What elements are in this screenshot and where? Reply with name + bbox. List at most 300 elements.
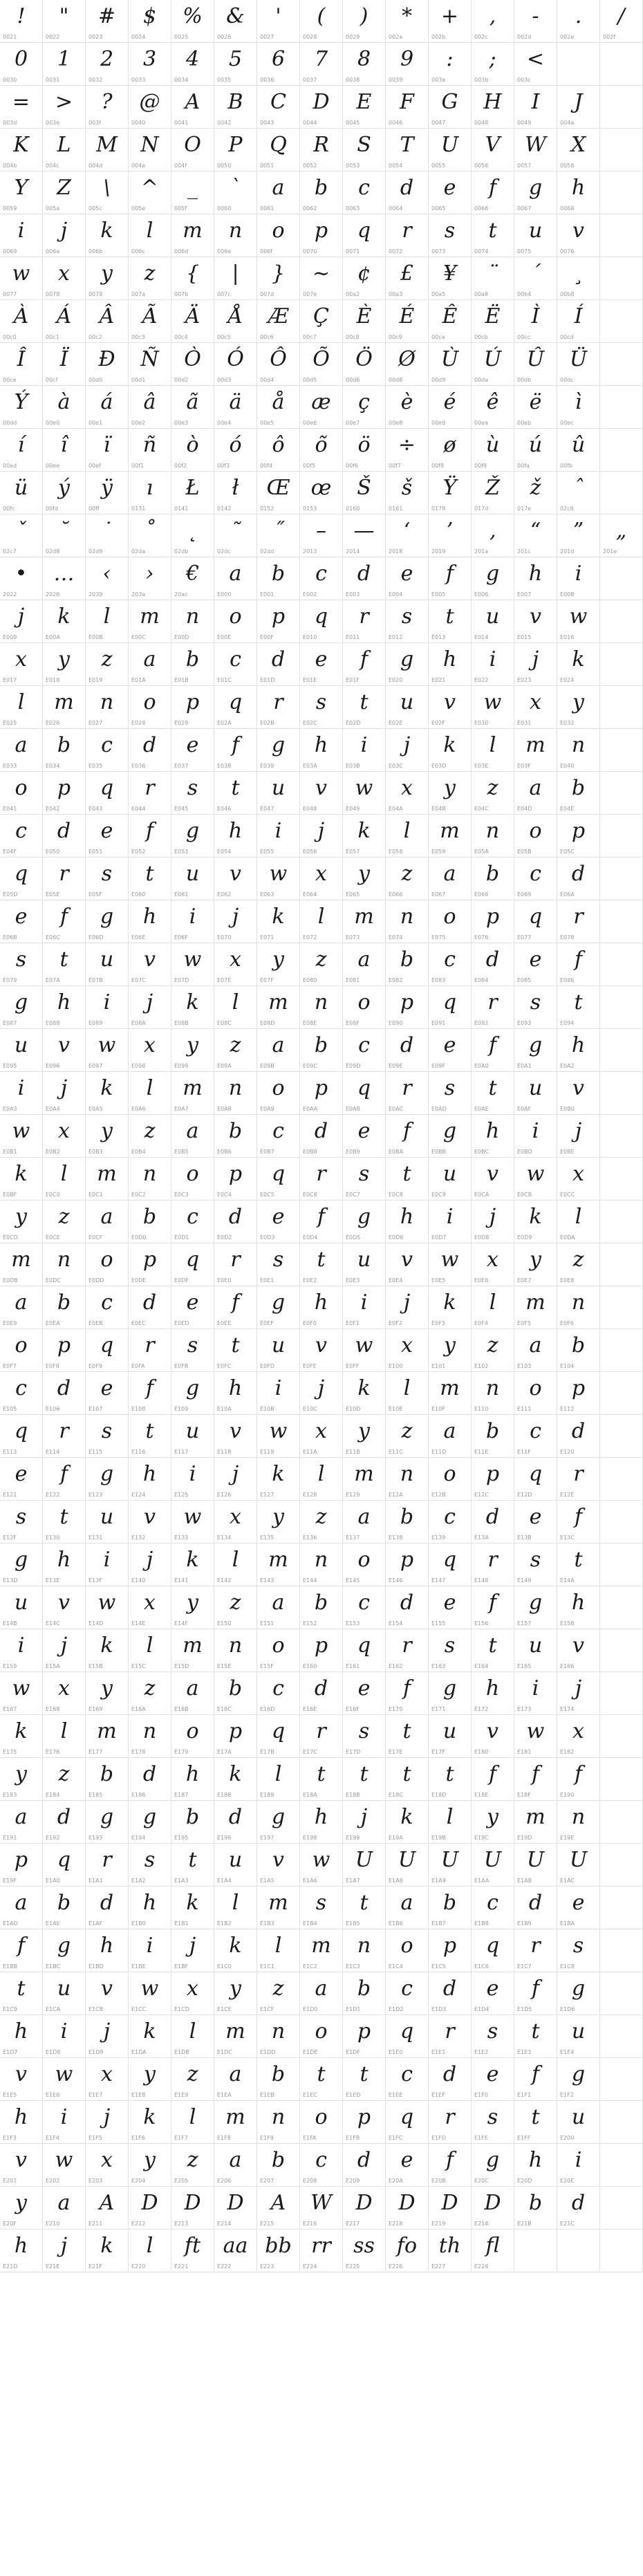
glyph-char: i [360, 1290, 368, 1315]
glyph-char: n [357, 1934, 371, 1958]
glyph-cell [600, 1501, 643, 1544]
glyph-code: E005 [431, 591, 446, 597]
glyph-char: a [229, 562, 242, 586]
glyph-code: 2019 [431, 548, 446, 555]
glyph-code: E151 [260, 1620, 274, 1627]
glyph-char: b [314, 1033, 328, 1057]
glyph-code: E0B3 [88, 1149, 103, 1155]
glyph-char: m [525, 1290, 546, 1315]
glyph-code: E1B3 [260, 1920, 274, 1927]
glyph-cell [429, 2144, 472, 2187]
glyph-cell [214, 1501, 257, 1544]
glyph-cell [557, 172, 600, 214]
glyph-code: E058 [389, 849, 403, 855]
glyph-cell [0, 1286, 43, 1329]
glyph-char: m [311, 1934, 331, 1958]
glyph-cell [43, 1372, 86, 1415]
glyph-cell [300, 2230, 343, 2272]
glyph-cell [472, 1758, 514, 1801]
glyph-code: E115 [88, 1449, 103, 1455]
glyph-char: d [400, 176, 414, 200]
glyph-code: E13F [88, 1577, 102, 1584]
glyph-code: E207 [260, 2178, 274, 2184]
glyph-cell [600, 1629, 643, 1672]
glyph-code: 201a [474, 548, 489, 555]
glyph-code: E186 [131, 1792, 146, 1798]
glyph-cell [557, 772, 600, 815]
glyph-cell [386, 1629, 429, 1672]
glyph-code: 0054 [389, 163, 403, 169]
glyph-code: 00d3 [217, 377, 232, 383]
glyph-char: c [358, 176, 370, 200]
glyph-char [600, 1846, 642, 1874]
glyph-cell [129, 515, 171, 557]
glyph-cell [86, 1501, 129, 1544]
glyph-cell [472, 2144, 514, 2187]
glyph-code: 003c [517, 77, 531, 83]
glyph-char: i [532, 1676, 539, 1701]
glyph-cell [472, 600, 514, 643]
glyph-code: 02da [131, 548, 146, 555]
glyph-code: E040 [560, 763, 575, 769]
glyph-char: Ÿ [442, 476, 457, 500]
glyph-code: E212 [131, 2221, 146, 2227]
glyph-char: ) [360, 4, 369, 28]
glyph-code: E220 [131, 2263, 146, 2270]
glyph-char: a [143, 647, 156, 671]
glyph-char: c [272, 1119, 284, 1143]
glyph-cell [472, 1115, 514, 1158]
glyph-cell [386, 386, 429, 429]
glyph-char: u [528, 219, 543, 243]
glyph-cell [557, 858, 600, 900]
glyph-code: 005f [174, 205, 187, 212]
glyph-char: m [11, 1248, 31, 1272]
glyph-char: A [185, 90, 201, 114]
glyph-code: E12B [431, 1492, 446, 1498]
glyph-cell [472, 1458, 514, 1501]
glyph-char: p [271, 604, 286, 629]
glyph-char: t [531, 2019, 540, 2044]
glyph-char: ê [486, 390, 499, 414]
glyph-char: o [357, 1548, 371, 1572]
glyph-char: z [487, 776, 498, 800]
glyph-char: s [15, 947, 27, 972]
glyph-cell [0, 1672, 43, 1715]
glyph-char: w [183, 947, 202, 972]
glyph-cell [429, 1887, 472, 1929]
glyph-code: E129 [346, 1492, 360, 1498]
glyph-code: E0B6 [217, 1149, 232, 1155]
glyph-code: E050 [46, 849, 60, 855]
glyph-code: E0AC [389, 1106, 404, 1112]
glyph-char: v [15, 2062, 27, 2086]
glyph-cell [43, 86, 86, 129]
glyph-code: E033 [3, 763, 17, 769]
glyph-cell [43, 2144, 86, 2187]
glyph-char: a [400, 1891, 413, 1915]
glyph-code: E00F [260, 634, 274, 640]
glyph-code: E1BE [131, 1963, 146, 1970]
glyph-char: l [60, 1162, 68, 1186]
glyph-char: b [100, 1762, 114, 1786]
glyph-cell [0, 1544, 43, 1586]
glyph-char: d [228, 1205, 243, 1229]
glyph-cell [214, 858, 257, 900]
glyph-cell [300, 2101, 343, 2144]
glyph-char [600, 474, 642, 502]
glyph-char: o [315, 2105, 328, 2129]
glyph-code: E179 [174, 1749, 189, 1755]
glyph-cell [386, 1929, 429, 1972]
glyph-cell [171, 343, 214, 386]
glyph-code: E0CB [517, 1192, 532, 1198]
glyph-cell [43, 815, 86, 858]
glyph-char: m [183, 1633, 203, 1658]
glyph-cell [600, 2015, 643, 2058]
glyph-code: E130 [46, 1535, 60, 1541]
glyph-char: v [487, 1162, 498, 1186]
glyph-cell [171, 2058, 214, 2101]
glyph-cell [300, 557, 343, 600]
glyph-cell [86, 772, 129, 815]
glyph-code: E082 [389, 977, 403, 983]
glyph-cell [600, 943, 643, 986]
glyph-cell [386, 1115, 429, 1158]
glyph-char: d [228, 1805, 243, 1829]
glyph-code: E221 [174, 2263, 189, 2270]
glyph-char: l [274, 1934, 282, 1958]
glyph-cell [514, 2230, 557, 2272]
glyph-code: 0142 [217, 506, 232, 512]
glyph-char: s [101, 1419, 113, 1443]
glyph-char: h [571, 176, 586, 200]
glyph-cell [600, 1758, 643, 1801]
glyph-code: E01F [346, 677, 360, 683]
glyph-code: E098 [131, 1063, 146, 1069]
glyph-char: h [571, 1591, 586, 1615]
glyph-code: E0C3 [174, 1192, 189, 1198]
glyph-char: m [354, 905, 374, 929]
glyph-code: 0056 [474, 163, 489, 169]
glyph-char: r [230, 1248, 241, 1272]
glyph-char: y [272, 947, 284, 972]
glyph-char: f [145, 819, 154, 843]
glyph-cell [86, 515, 129, 557]
glyph-cell [129, 686, 171, 729]
glyph-char: _ [187, 176, 198, 200]
glyph-char: th [438, 2234, 461, 2258]
glyph-char: Ò [184, 347, 201, 371]
glyph-code: E193 [88, 1835, 103, 1841]
glyph-cell [386, 429, 429, 472]
glyph-cell [43, 1672, 86, 1715]
glyph-cell [257, 986, 300, 1029]
glyph-code: E1C1 [260, 1963, 274, 1970]
glyph-code: E08F [346, 1020, 360, 1026]
glyph-code: E0B9 [346, 1149, 360, 1155]
glyph-code: E167 [3, 1706, 17, 1712]
glyph-cell [386, 643, 429, 686]
glyph-char [600, 732, 642, 759]
glyph-char: i [446, 1205, 454, 1229]
glyph-cell [514, 1329, 557, 1372]
glyph-cell [214, 2015, 257, 2058]
glyph-code: E21D [3, 2263, 18, 2270]
glyph-code: E189 [260, 1792, 274, 1798]
glyph-code: E044 [131, 806, 146, 812]
glyph-code: 0070 [303, 248, 317, 254]
glyph-char: p [228, 1162, 243, 1186]
glyph-code: E052 [131, 849, 146, 855]
glyph-code: 00ca [431, 334, 445, 340]
glyph-code: 02dd [260, 548, 274, 555]
glyph-code: E12A [389, 1492, 403, 1498]
glyph-code: 003d [3, 120, 17, 126]
glyph-code: E19F [3, 1878, 17, 1884]
glyph-cell [514, 643, 557, 686]
glyph-code: E199 [346, 1835, 360, 1841]
glyph-code: 00a5 [431, 291, 446, 297]
glyph-code: E1F2 [560, 2092, 574, 2098]
glyph-cell [386, 1544, 429, 1586]
glyph-char: ¥ [442, 261, 457, 286]
glyph-cell [472, 429, 514, 472]
glyph-cell [386, 2187, 429, 2230]
glyph-cell [43, 2101, 86, 2144]
glyph-char: h [142, 905, 157, 929]
glyph-char: s [101, 862, 113, 886]
glyph-code: 0035 [217, 77, 232, 83]
glyph-char [600, 217, 642, 245]
glyph-code: E1F7 [174, 2135, 188, 2141]
glyph-char: e [400, 2148, 413, 2172]
glyph-code: 0067 [517, 205, 532, 212]
glyph-cell [472, 386, 514, 429]
glyph-code: 0042 [217, 120, 232, 126]
glyph-code: E17F [431, 1749, 445, 1755]
glyph-char: m [440, 819, 460, 843]
glyph-cell [386, 1158, 429, 1201]
glyph-code: 0052 [303, 163, 317, 169]
glyph-code: E0EC [131, 1320, 146, 1326]
glyph-cell [386, 2015, 429, 2058]
glyph-cell [600, 343, 643, 386]
glyph-cell [171, 386, 214, 429]
glyph-code: E13C [560, 1535, 575, 1541]
glyph-char: e [15, 905, 28, 929]
glyph-code: E194 [131, 1835, 146, 1841]
glyph-code: E0E3 [346, 1277, 360, 1284]
glyph-cell [300, 1158, 343, 1201]
glyph-cell [386, 214, 429, 257]
glyph-cell [514, 1158, 557, 1201]
glyph-code: 002d [517, 34, 532, 40]
glyph-cell [514, 515, 557, 557]
glyph-code: 02dc [217, 548, 231, 555]
glyph-cell [472, 2230, 514, 2272]
glyph-cell [214, 1158, 257, 1201]
glyph-code: E0BD [517, 1149, 532, 1155]
glyph-cell [386, 1029, 429, 1072]
glyph-char: x [401, 1333, 413, 1358]
glyph-char: k [186, 1891, 199, 1915]
glyph-cell [86, 1586, 129, 1629]
glyph-cell [514, 1844, 557, 1887]
glyph-cell [386, 86, 429, 129]
glyph-char: w [355, 776, 373, 800]
glyph-char [600, 1975, 642, 2003]
glyph-cell [300, 943, 343, 986]
glyph-char: m [183, 1076, 203, 1100]
glyph-cell [300, 1972, 343, 2015]
glyph-char: f [531, 1762, 540, 1786]
glyph-code: 006f [260, 248, 273, 254]
glyph-code: 004f [174, 163, 187, 169]
glyph-code: E0D6 [389, 1234, 404, 1241]
glyph-cell [86, 1072, 129, 1115]
glyph-code: E054 [217, 849, 232, 855]
glyph-cell [257, 643, 300, 686]
glyph-code: E14F [174, 1620, 188, 1627]
glyph-code: 2018 [389, 548, 403, 555]
glyph-code: E031 [517, 720, 532, 726]
glyph-cell [0, 858, 43, 900]
glyph-code: E18C [389, 1792, 403, 1798]
glyph-cell [43, 1458, 86, 1501]
glyph-char: m [525, 733, 546, 757]
glyph-cell [300, 686, 343, 729]
glyph-char: z [487, 1333, 498, 1358]
glyph-char: t [231, 1333, 240, 1358]
glyph-cell [600, 472, 643, 515]
glyph-char: t [317, 1248, 326, 1272]
glyph-char: g [528, 1033, 543, 1057]
glyph-char: o [529, 1376, 542, 1400]
glyph-cell [171, 1072, 214, 1115]
glyph-cell [214, 257, 257, 300]
glyph-code: E218 [389, 2221, 403, 2227]
glyph-cell [129, 858, 171, 900]
glyph-cell [300, 986, 343, 1029]
glyph-cell [386, 1072, 429, 1115]
glyph-char: y [444, 776, 456, 800]
glyph-cell [514, 686, 557, 729]
glyph-cell [343, 1929, 386, 1972]
glyph-code: E118 [217, 1449, 232, 1455]
glyph-cell [86, 1115, 129, 1158]
glyph-char: b [57, 1891, 71, 1915]
glyph-char: b [185, 647, 200, 671]
glyph-code: 003e [46, 120, 60, 126]
glyph-code: E1F3 [3, 2135, 17, 2141]
glyph-char: ˙ [102, 519, 112, 543]
glyph-cell [429, 386, 472, 429]
glyph-char: x [315, 862, 327, 886]
glyph-code: 00e3 [174, 420, 189, 426]
glyph-char: r [102, 1848, 112, 1872]
glyph-cell [257, 815, 300, 858]
glyph-code: E037 [174, 763, 189, 769]
glyph-char: l [146, 2234, 153, 2258]
glyph-cell [214, 815, 257, 858]
glyph-cell [300, 600, 343, 643]
glyph-cell [343, 1887, 386, 1929]
glyph-code: E06C [46, 934, 60, 940]
glyph-char: ` [230, 176, 241, 200]
glyph-code: E11B [346, 1449, 360, 1455]
glyph-cell [43, 772, 86, 815]
glyph-char [600, 1032, 642, 1059]
glyph-cell [257, 1115, 300, 1158]
glyph-cell [171, 858, 214, 900]
glyph-char: g [400, 647, 414, 671]
glyph-cell [557, 686, 600, 729]
glyph-code: E02B [260, 720, 274, 726]
glyph-char: h [400, 1205, 414, 1229]
glyph-char: z [230, 1591, 241, 1615]
glyph-cell [171, 772, 214, 815]
glyph-cell [300, 1929, 343, 1972]
glyph-code: E092 [474, 1020, 489, 1026]
glyph-char: m [354, 1462, 374, 1486]
glyph-code: E006 [474, 591, 489, 597]
glyph-cell [257, 2230, 300, 2272]
glyph-cell [600, 858, 643, 900]
glyph-code: E12C [474, 1492, 489, 1498]
glyph-cell [386, 1758, 429, 1801]
glyph-code: E011 [346, 634, 360, 640]
glyph-char: i [274, 819, 282, 843]
glyph-cell [514, 2015, 557, 2058]
glyph-code: E197 [260, 1835, 274, 1841]
glyph-cell [472, 858, 514, 900]
glyph-cell [386, 729, 429, 772]
glyph-cell [300, 1329, 343, 1372]
glyph-code: E1FB [346, 2135, 360, 2141]
glyph-char [600, 2147, 642, 2174]
glyph-char: k [186, 1548, 199, 1572]
glyph-char: I [531, 90, 540, 114]
glyph-code: E1C9 [3, 2006, 17, 2012]
glyph-char: b [485, 862, 500, 886]
glyph-code: E024 [560, 677, 575, 683]
glyph-code: 00c4 [174, 334, 188, 340]
glyph-cell [514, 172, 557, 214]
glyph-code: 0059 [3, 205, 17, 212]
glyph-char: t [402, 1762, 411, 1786]
glyph-cell [300, 729, 343, 772]
glyph-code: E0EA [46, 1320, 60, 1326]
glyph-cell [171, 2144, 214, 2187]
glyph-cell [343, 1758, 386, 1801]
glyph-cell [129, 1801, 171, 1844]
glyph-cell [0, 1243, 43, 1286]
glyph-char: x [230, 1505, 241, 1529]
glyph-char: p [442, 1934, 457, 1958]
glyph-cell [343, 1415, 386, 1458]
glyph-char: d [314, 1119, 328, 1143]
glyph-code: E003 [346, 591, 360, 597]
glyph-char: z [144, 1119, 156, 1143]
glyph-code: E0E4 [389, 1277, 403, 1284]
glyph-code: 00ea [474, 420, 489, 426]
glyph-code: E210 [46, 2221, 60, 2227]
glyph-cell [386, 1458, 429, 1501]
glyph-cell [557, 900, 600, 943]
glyph-cell [514, 600, 557, 643]
glyph-char: s [187, 1333, 198, 1358]
